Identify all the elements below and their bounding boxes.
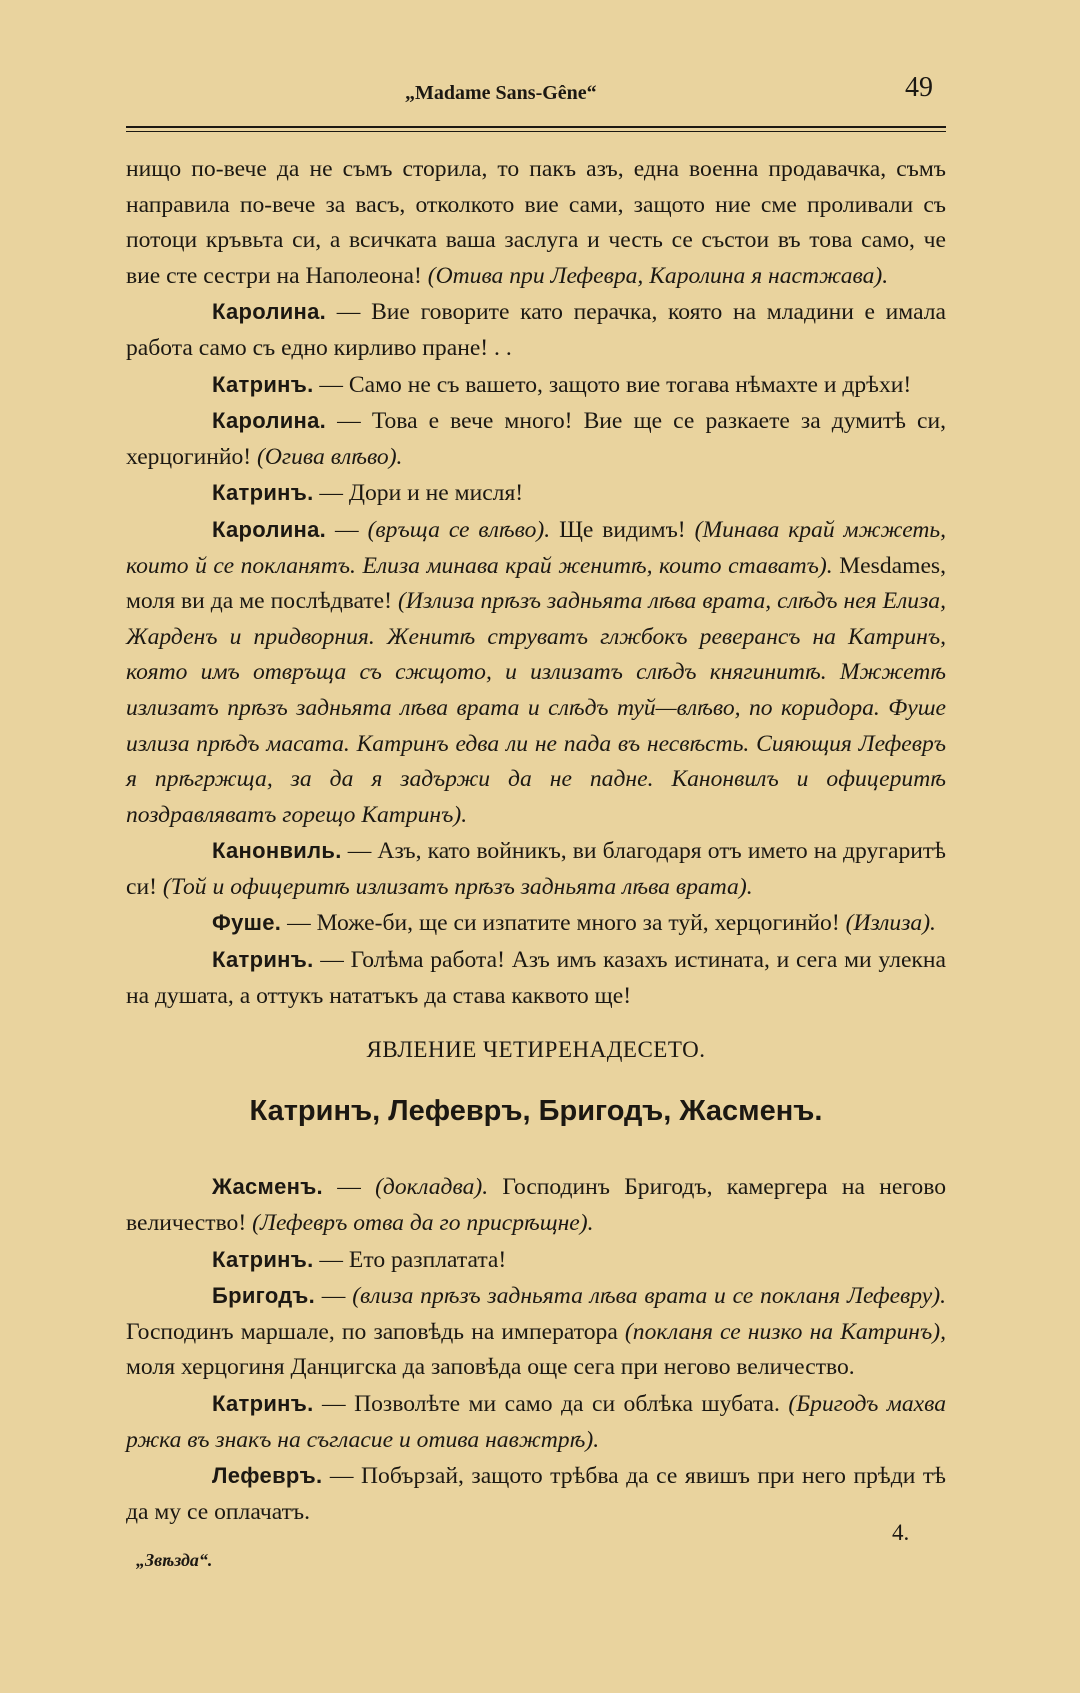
paragraph: Катринъ. — Само не съ вашето, защото вие тогава нѣмахте и дрѣхи! xyxy=(212,371,912,398)
stage-direction: (връща се влѣво). xyxy=(367,516,551,543)
stage-direction: (Бригодъ махва ржка въ знакъ на съгласие и отива навжтрѣ). xyxy=(126,1391,947,1453)
speaker: Катринъ. xyxy=(212,1391,314,1416)
stage-direction: (Отива при Лефевра, Каролина я настжава). xyxy=(427,262,889,289)
page-body xyxy=(126,152,946,1530)
speaker: Бригодъ. xyxy=(212,1283,316,1309)
speaker: Каролина. xyxy=(212,299,327,325)
speaker: Жасменъ. xyxy=(212,1174,323,1200)
speaker: Лефевръ. xyxy=(212,1463,323,1489)
stage-direction: (докладва). xyxy=(375,1174,489,1201)
paragraph: Каролина. — Това е вече много! Вие ще се разкаете за думитѣ си, херцогинйо! (Огива влѣво). xyxy=(126,408,946,470)
stage-direction: (покланя се низко на Катринъ), xyxy=(624,1318,946,1345)
stage-direction: (Той и офицеритѣ излизатъ прѣзъ задньята лѣва врата). xyxy=(162,873,753,900)
paragraph: Катринъ. — Ето разплатата! xyxy=(212,1246,507,1273)
speaker: Катринъ. xyxy=(212,480,314,506)
running-title: „Madame Sans-Gêne“ xyxy=(405,82,597,104)
paragraph: Катринъ. — Позволѣте ми само да си облѣка шубата. (Бригодъ махва ржка въ знакъ на съгласие и отива навжтрѣ). xyxy=(126,1391,947,1453)
speaker: Катринъ. xyxy=(212,947,314,973)
speaker: Фуше. xyxy=(212,910,282,936)
paragraph: Катринъ. — Голѣма работа! Азъ имъ казахъ истината, и сега ми улекна на душата, а оттукъ нататъкъ да става каквото ще! xyxy=(126,947,946,1009)
stage-direction: (Излиза). xyxy=(845,910,936,937)
paragraph: Фуше. — Може-би, ще си изпатите много за туй, херцогинйо! (Излиза). xyxy=(212,910,936,937)
paragraph: Катринъ. — Дори и не мисля! xyxy=(212,480,524,507)
stage-direction: (Огива влѣво). xyxy=(257,443,403,470)
speaker: Катринъ. xyxy=(212,1246,314,1272)
paragraph: Жасменъ. — (докладва). Господинъ Бригодъ, камергера на негово величество! (Лефевръ отва да го присрѣщне). xyxy=(126,1174,947,1237)
stage-direction: (Лефевръ отва да го присрѣщне). xyxy=(252,1210,594,1237)
signature-number: 4. xyxy=(892,1520,910,1545)
speaker: Катринъ. xyxy=(212,371,314,397)
page-number: 49 xyxy=(905,72,933,103)
stage-direction: (Минава край мжжеть, които й се покланятъ. Елиза минава край женитѣ, които ставатъ). xyxy=(126,516,947,579)
running-header xyxy=(0,66,1080,106)
speaker: Канонвиль. xyxy=(212,838,342,864)
paragraph: Лефевръ. — Побързай, защото трѣбва да се явишъ при него прѣди тѣ да му се оплачатъ. xyxy=(126,1463,946,1525)
paragraph: Канонвиль. — Азъ, като войникъ, ви благодаря отъ името на другаритѣ си! (Той и офицеритѣ излизатъ прѣзъ задньята лѣва врата). xyxy=(126,838,946,900)
header-rule xyxy=(126,126,946,128)
header-rule-thin xyxy=(126,131,946,132)
publisher-signature: „Звѣзда“. xyxy=(136,1550,213,1570)
cast-list: Катринъ, Лефевръ, Бригодъ, Жасменъ. xyxy=(249,1094,823,1127)
stage-direction: (Излиза прѣзъ задньята лѣва врата, слѣдъ нея Елиза, Жарденъ и придворния. Женитѣ струватъ глжбокъ реверансъ на Катринъ, която имъ отвръща съ сжщото, и излизатъ слѣдъ княгинитѣ. Мжжетѣ излизатъ прѣзъ задньята лѣва врата и слѣдъ туй—влѣво, по коридора. Фуше излиза прѣдъ масата. Катринъ едва ли не пада въ несвѣсть. Сияющия Лефевръ я прѣгржща, за да я задържи да не падне. Канонвилъ и офицеритѣ поздравляватъ горещо Катринъ). xyxy=(126,588,947,828)
paragraph: Бригодъ. — (влиза прѣзъ задньята лѣва врата и се покланя Лефевру). Господинъ маршале, по заповѣдь на императора (покланя се низко на Катринъ), моля херцогиня Данцигска да заповѣда още сега при негово величество. xyxy=(126,1283,947,1381)
speaker: Каролина. xyxy=(212,408,327,434)
scene-heading: ЯВЛЕНИЕ ЧЕТИРЕНАДЕСЕТО. xyxy=(366,1037,706,1063)
speaker: Каролина. xyxy=(212,516,327,542)
paragraph: нищо по-вече да не съмъ сторила, то пакъ азъ, една военна продавачка, съмъ направила по-вече за васъ, отколкото вие сами, защото ние сме проливали съ потоци кръвьта си, а всичката ваша заслуга и честь се състои въ това само, че вие сте сестри на Наполеона! (Отива при Лефевра, Каролина я настжава). xyxy=(126,156,946,289)
stage-direction: (влиза прѣзъ задньята лѣва врата и се покланя Лефевру). xyxy=(352,1283,947,1310)
paragraph: Каролина. — Вие говорите като перачка, която на младини е имала работа само съ едно кирливо пране! . . xyxy=(126,299,946,361)
paragraph: Каролина. — (връща се влѣво). Ще видимъ! (Минава край мжжеть, които й се покланятъ. Елиза минава край женитѣ, които ставатъ). Mesdames, моля ви да ме послѣдвате! (Излиза прѣзъ задньята лѣва врата, слѣдъ нея Елиза, Жарденъ и придворния. Женитѣ струватъ глжбокъ реверансъ на Катринъ, която имъ отвръща съ сжщото, и излизатъ слѣдъ княгинитѣ. Мжжетѣ излизатъ прѣзъ задньята лѣва врата и слѣдъ туй—влѣво, по коридора. Фуше излиза прѣдъ масата. Катринъ едва ли не пада въ несвѣсть. Сияющия Лефевръ я прѣгржща, за да я задържи да не падне. Канонвилъ и офицеритѣ поздравляватъ горещо Катринъ). xyxy=(126,516,947,828)
